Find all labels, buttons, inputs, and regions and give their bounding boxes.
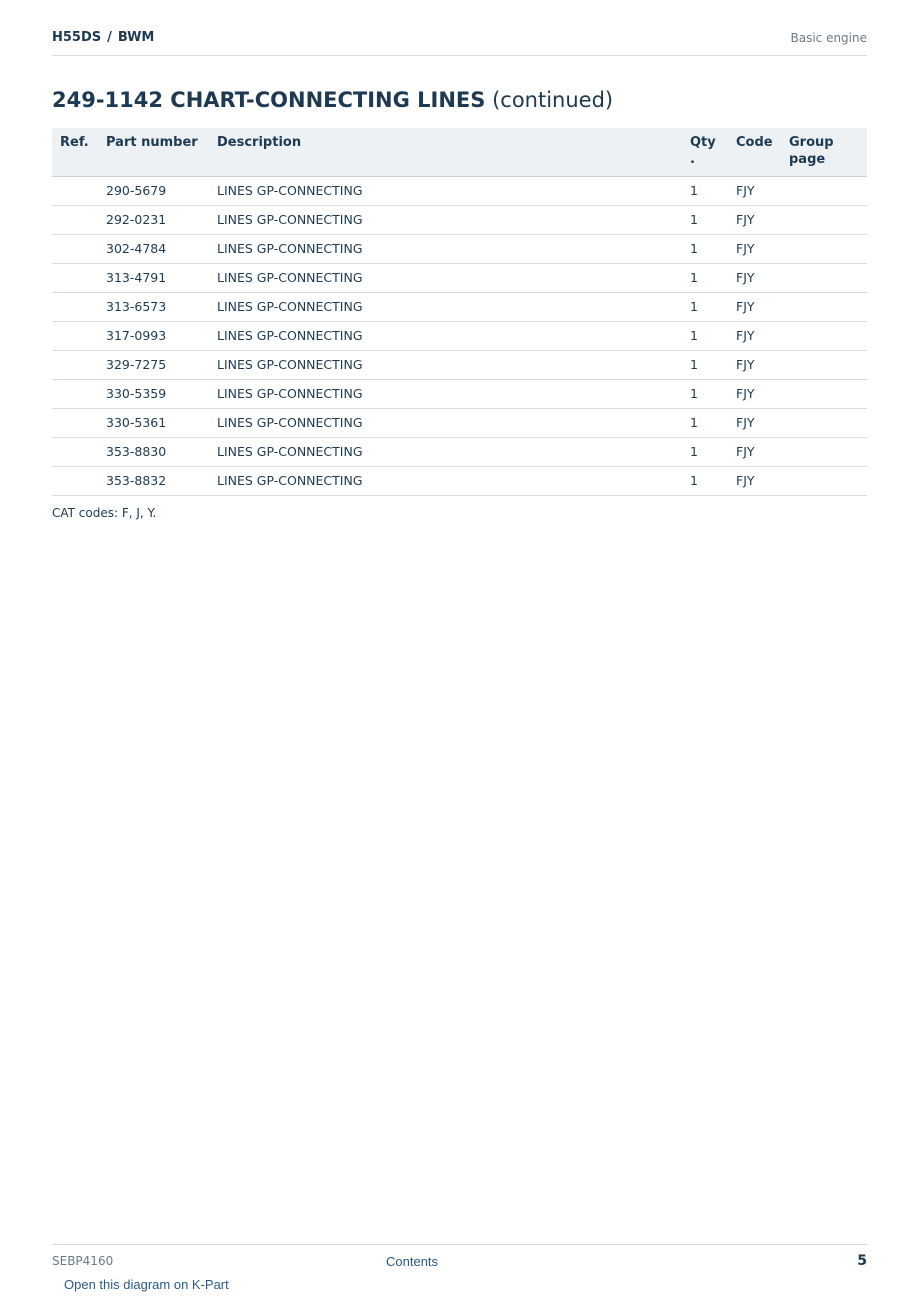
breadcrumb-separator: /: [107, 30, 112, 45]
table-row: [52, 293, 867, 322]
column-header-group-page: Group page: [789, 128, 867, 177]
cell-ref: [52, 206, 106, 235]
cell-qty: 1: [690, 409, 736, 438]
cell-description: LINES GP-CONNECTING: [217, 264, 690, 293]
cell-description: LINES GP-CONNECTING: [217, 235, 690, 264]
column-header-part-number: Part number: [106, 128, 217, 177]
table-row: [52, 206, 867, 235]
cell-code: FJY: [736, 235, 789, 264]
cell-group-page: [789, 438, 867, 467]
table-row: [52, 235, 867, 264]
cell-ref: [52, 293, 106, 322]
cell-qty: 1: [690, 322, 736, 351]
cell-part-number: 330-5359: [106, 380, 217, 409]
table-row: [52, 438, 867, 467]
cell-ref: [52, 235, 106, 264]
table-row: [52, 409, 867, 438]
cell-qty: 1: [690, 351, 736, 380]
cell-code: FJY: [736, 380, 789, 409]
cell-code: FJY: [736, 351, 789, 380]
cell-description: LINES GP-CONNECTING: [217, 206, 690, 235]
cell-part-number: 353-8832: [106, 467, 217, 496]
cell-description: LINES GP-CONNECTING: [217, 322, 690, 351]
page-footer: [52, 1244, 867, 1295]
page-title-main: 249-1142 CHART-CONNECTING LINES: [52, 88, 486, 112]
kpart-link[interactable]: Open this diagram on K-Part: [64, 1277, 229, 1292]
page-title: [52, 88, 613, 112]
column-header-code: Code: [736, 128, 789, 177]
cell-ref: [52, 177, 106, 206]
cell-qty: 1: [690, 467, 736, 496]
cell-code: FJY: [736, 177, 789, 206]
cell-description: LINES GP-CONNECTING: [217, 293, 690, 322]
cell-qty: 1: [690, 380, 736, 409]
page-title-suffix: (continued): [492, 88, 614, 112]
contents-link[interactable]: Contents: [386, 1254, 439, 1269]
section-label: Basic engine: [790, 31, 867, 45]
cell-qty: 1: [690, 438, 736, 467]
cell-group-page: [789, 206, 867, 235]
table-row: [52, 264, 867, 293]
page-header: [52, 28, 867, 56]
cell-group-page: [789, 264, 867, 293]
model-label: H55DS: [52, 30, 102, 45]
cell-part-number: 329-7275: [106, 351, 217, 380]
cell-ref: [52, 467, 106, 496]
cell-group-page: [789, 409, 867, 438]
table-header-row: [52, 128, 867, 177]
table-row: [52, 322, 867, 351]
column-header-qty: Qty .: [690, 128, 736, 177]
column-header-description: Description: [217, 128, 690, 177]
cell-code: FJY: [736, 293, 789, 322]
cell-description: LINES GP-CONNECTING: [217, 467, 690, 496]
cell-ref: [52, 438, 106, 467]
cell-description: LINES GP-CONNECTING: [217, 177, 690, 206]
table-row: [52, 351, 867, 380]
table-body: [52, 177, 867, 496]
variant-label: BWM: [117, 30, 155, 45]
cell-code: FJY: [736, 206, 789, 235]
cell-ref: [52, 322, 106, 351]
table-row: [52, 177, 867, 206]
cell-group-page: [789, 235, 867, 264]
cell-code: FJY: [736, 264, 789, 293]
cell-qty: 1: [690, 264, 736, 293]
cell-part-number: 292-0231: [106, 206, 217, 235]
cell-part-number: 302-4784: [106, 235, 217, 264]
cell-group-page: [789, 351, 867, 380]
cell-description: LINES GP-CONNECTING: [217, 351, 690, 380]
cell-code: FJY: [736, 322, 789, 351]
cell-qty: 1: [690, 206, 736, 235]
page-number: 5: [857, 1253, 867, 1269]
cell-qty: 1: [690, 177, 736, 206]
table-row: [52, 380, 867, 409]
cell-part-number: 313-4791: [106, 264, 217, 293]
cat-codes-note: CAT codes: F, J, Y.: [52, 506, 157, 520]
cell-description: LINES GP-CONNECTING: [217, 380, 690, 409]
cell-code: FJY: [736, 467, 789, 496]
cell-description: LINES GP-CONNECTING: [217, 438, 690, 467]
cell-group-page: [789, 467, 867, 496]
cell-part-number: 313-6573: [106, 293, 217, 322]
cell-group-page: [789, 380, 867, 409]
table-row: [52, 467, 867, 496]
cell-group-page: [789, 293, 867, 322]
cell-ref: [52, 351, 106, 380]
cell-group-page: [789, 177, 867, 206]
cell-code: FJY: [736, 438, 789, 467]
cell-group-page: [789, 322, 867, 351]
cell-part-number: 317-0993: [106, 322, 217, 351]
cell-description: LINES GP-CONNECTING: [217, 409, 690, 438]
cell-qty: 1: [690, 293, 736, 322]
cell-code: FJY: [736, 409, 789, 438]
cell-part-number: 330-5361: [106, 409, 217, 438]
cell-part-number: 353-8830: [106, 438, 217, 467]
document-id: SEBP4160: [52, 1254, 114, 1268]
column-header-ref: Ref.: [52, 128, 106, 177]
breadcrumb: [52, 30, 154, 45]
parts-table: [52, 128, 867, 496]
cell-part-number: 290-5679: [106, 177, 217, 206]
cell-qty: 1: [690, 235, 736, 264]
cell-ref: [52, 409, 106, 438]
cell-ref: [52, 264, 106, 293]
cell-ref: [52, 380, 106, 409]
